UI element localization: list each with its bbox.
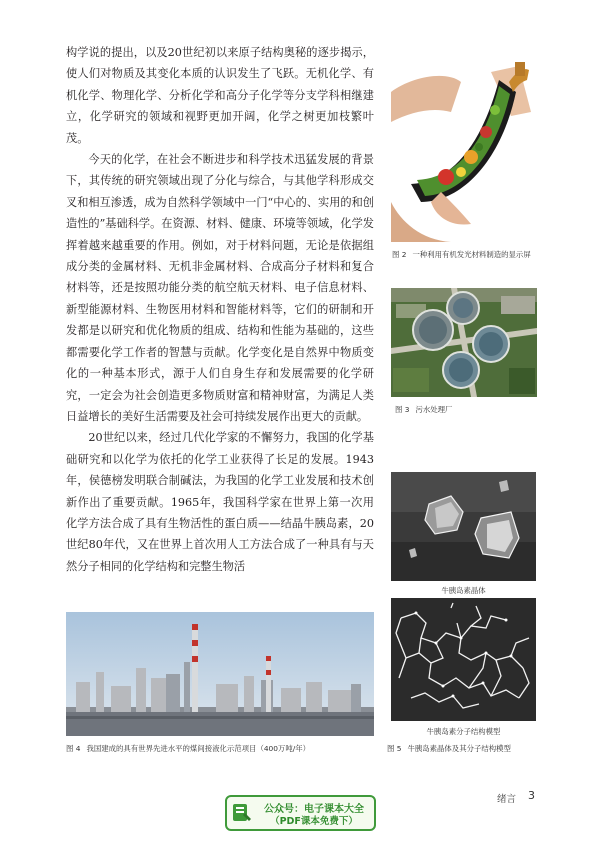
figure-5-model-text: 牛胰岛素分子结构模型 (426, 727, 501, 736)
figure-5-crystal-label (391, 585, 536, 596)
figure-3-caption (395, 404, 535, 415)
figure-5-text: 牛胰岛素晶体及其分子结构模型 (407, 744, 511, 753)
paragraph-2: 今天的化学，在社会不断进步和科学技术迅猛发展的背景下，其传统的研究领域出现了分化与综合，与其他学科形成交叉和相互渗透，成为自然科学领域中一门“中心的、实用的和创造性的”基础科学。在资源、材料、健康、环境等领域，化学发挥着越来越重要的作用。例如，对于材料问题，无论是依据组成分类的金属材料、无机非金属材料、合成高分子材料和复合材料等，还是按照功能分类的航空航天材料、电子信息材料、新型能源材料、生物医用材料和智能材料等，它们的研制和开发都是以研究和优化物质的组成、结构和性能为基础的，这些都需要化学工作者的智慧与贡献。化学变化是自然界中物质变化的一种基本形式，源于人们自身生存和发展需要的化学研究，一定会为社会创造更多物质财富和精神财富，为满足人类日益增长的美好生活需要及社会可持续发展作出更大的贡献。 (66, 153, 374, 423)
figure-4-image (66, 612, 374, 736)
figure-3-number: 图 3 (395, 405, 410, 414)
figure-3-image (391, 288, 537, 397)
figure-2-image (391, 52, 537, 242)
watermark-line-1: 公众号：电子课本大全 (264, 804, 364, 815)
book-icon (231, 801, 253, 823)
watermark-line-2: （PDF课本免费下） (270, 816, 358, 827)
watermark-badge (225, 795, 376, 831)
footer-section-title: 绪言 (497, 794, 517, 805)
figure-5-crystal-text: 牛胰岛素晶体 (441, 586, 486, 595)
figure-4-caption (66, 743, 381, 754)
figure-3-text: 污水处理厂 (415, 405, 453, 414)
figure-5-crystal-image (391, 472, 536, 581)
figure-5-model-image (391, 598, 536, 721)
paragraph-3: 20世纪以来，经过几代化学家的不懈努力，我国的化学基础研究和以化学为依托的化学工业获得了长足的发展。1943年，侯德榜发明联合制碱法，为我国的化学工业发展和技术创新作出了重要贡献。1965年，我国科学家在世界上第一次用化学方法合成了具有生物活性的蛋白质——结晶牛胰岛素，20世纪80年代，又在世界上首次用人工方法合成了一种具有与天然分子相同的化学结构和完整生物活 (66, 431, 374, 573)
body-text (66, 42, 374, 577)
figure-5-model-label (391, 726, 536, 737)
figure-4-text: 我国建成的具有世界先进水平的煤间接液化示范项目（400万吨/年） (86, 744, 310, 753)
figure-2-caption (392, 249, 542, 260)
figure-5-number: 图 5 (387, 744, 402, 753)
figure-2-text: 一种利用有机发光材料制造的显示屏 (412, 250, 531, 259)
paragraph-1: 构学说的提出，以及20世纪初以来原子结构奥秘的逐步揭示，使人们对物质及其变化本质的认识发生了飞跃。无机化学、有机化学、物理化学、分析化学和高分子化学等分支学科相继建立，化学研究的领域和视野更加开阔，化学之树更加枝繁叶茂。 (66, 46, 374, 145)
figure-5-caption (387, 743, 547, 754)
page-number: 3 (528, 789, 535, 802)
figure-2-number: 图 2 (392, 250, 407, 259)
figure-4-number: 图 4 (66, 744, 81, 753)
